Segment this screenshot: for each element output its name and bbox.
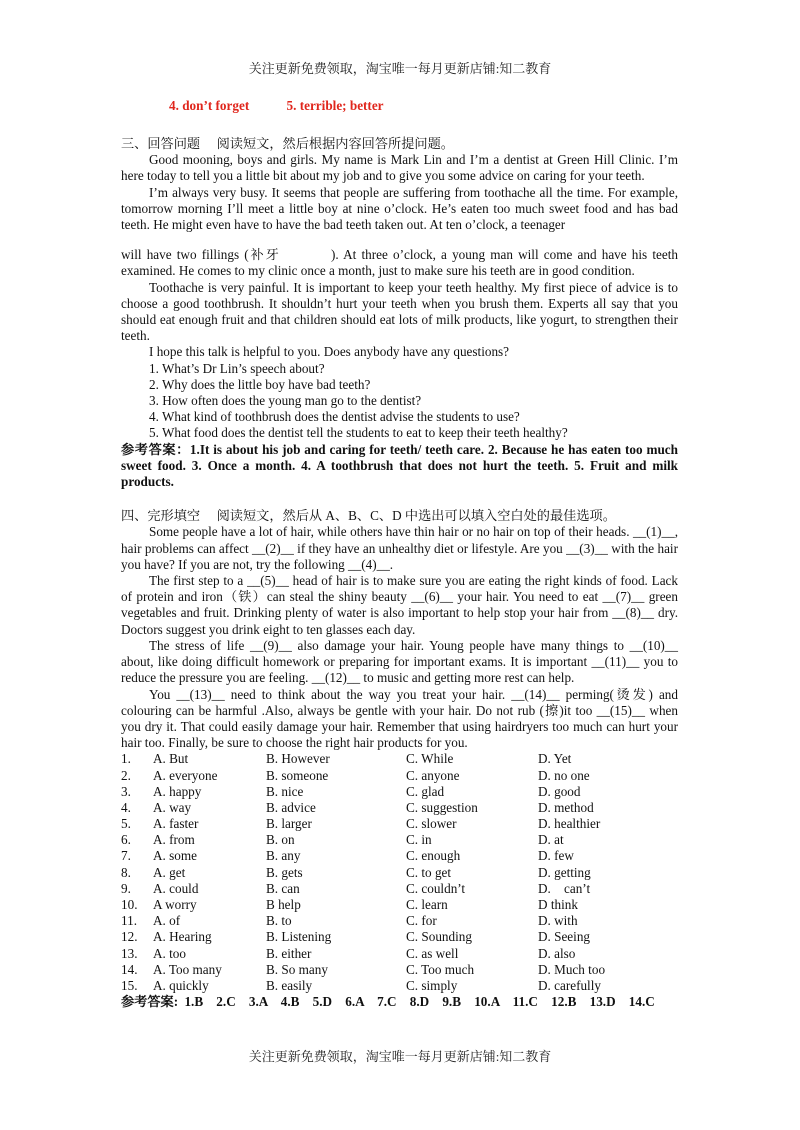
option-d: D. also	[538, 945, 576, 961]
section-4	[121, 508, 678, 1010]
option-row	[121, 784, 678, 800]
document-body	[121, 98, 678, 1010]
option-a: A. of	[153, 913, 181, 929]
option-a: A. too	[153, 945, 186, 961]
option-number: 5.	[121, 816, 131, 832]
option-c: C. glad	[406, 783, 445, 799]
option-c: C. anyone	[406, 767, 460, 783]
option-row	[121, 897, 678, 913]
option-c: C. Too much	[406, 961, 475, 977]
option-number: 3.	[121, 783, 131, 799]
option-c: C. in	[406, 832, 432, 848]
option-c: C. Sounding	[406, 929, 472, 945]
option-row	[121, 800, 678, 816]
option-a: A. way	[153, 799, 192, 815]
previous-answers	[121, 98, 678, 118]
option-c: C. couldn’t	[406, 880, 466, 896]
option-c: C. for	[406, 913, 437, 929]
section-3-paragraph-2b: will have two fillings (补牙 ). At three o’clock, a young man will come and have his teeth examined. He comes to my clinic once a month, just to make sure his teeth are in good condition.	[121, 247, 678, 279]
option-number: 8.	[121, 864, 131, 880]
option-d: D. Much too	[538, 961, 606, 977]
option-b: B. gets	[266, 864, 303, 880]
section-3-paragraph-4: I hope this talk is helpful to you. Does anybody have any questions?	[149, 344, 510, 360]
question-item: 3. How often does the young man go to the dentist?	[149, 393, 422, 409]
section-4-answer: 参考答案: 1.B 2.C 3.A 4.B 5.D 6.A 7.C 8.D 9.B 10.A 11.C 12.B 13.D 14.C	[121, 994, 655, 1010]
section-4-paragraph-3: The stress of life __(9)__ also damage your hair. Young people have many things to __(10)__ about, like doing difficult homework or preparing for important exams. It is important __(11)__ you to reduce the pressure you are feeling. __(12)__ to music and getting more rest can help.	[121, 637, 678, 686]
section-4-title: 四、完形填空 阅读短文，然后从 A、B、C、D 中选出可以填入空白处的最佳选项。	[121, 508, 616, 524]
option-number: 15.	[121, 977, 138, 993]
option-c: C. to get	[406, 864, 452, 880]
option-a: A. happy	[153, 783, 202, 799]
option-b: B. larger	[266, 816, 312, 832]
option-row	[121, 768, 678, 784]
option-b: B. However	[266, 751, 330, 767]
option-b: B. to	[266, 913, 292, 929]
question-item: 5. What food does the dentist tell the students to eat to keep their teeth healthy?	[149, 425, 568, 441]
option-a: A worry	[153, 897, 197, 912]
option-a: A. from	[153, 832, 195, 848]
option-row	[121, 832, 678, 848]
option-d: D. healthier	[538, 816, 601, 832]
option-b: B. on	[266, 832, 295, 848]
section-3-paragraph-1: Good mooning, boys and girls. My name is Mark Lin and I’m a dentist at Green Hill Clinic. I’m here today to tell you a little bit about my job and to give you some advice on caring for your teeth.	[121, 152, 678, 184]
section-3-paragraph-2a: I’m always very busy. It seems that people are suffering from toothache all the time. For example, tomorrow morning I’ll meet a little boy at nine o’clock. He’s eaten too much sweet food and has bad teeth. He might even have to have the bad teeth taken out. At ten o’clock, a teenager	[121, 184, 678, 233]
option-a: A. Hearing	[153, 929, 212, 945]
question-item: 1. What’s Dr Lin’s speech about?	[149, 360, 325, 376]
option-d: D. good	[538, 783, 581, 799]
option-d: D think	[538, 897, 578, 912]
option-d: D. no one	[538, 767, 590, 783]
option-number: 14.	[121, 961, 138, 977]
option-d: D. few	[538, 848, 574, 864]
option-b: B. So many	[266, 961, 328, 977]
option-b: B. either	[266, 945, 312, 961]
option-d: D. Yet	[538, 751, 572, 767]
option-a: A. some	[153, 848, 197, 864]
option-row	[121, 816, 678, 832]
option-d: D. at	[538, 832, 564, 848]
option-b: B. easily	[266, 977, 313, 993]
option-b: B. any	[266, 848, 301, 864]
section-3-answer: 参考答案：1.It is about his job and caring for teeth/ teeth care. 2. Because he has eaten too much sweet food. 3. Once a month. 4. A toothbrush that does not hurt the teeth. 5. Fruit and milk products.	[121, 441, 678, 490]
option-row	[121, 848, 678, 864]
section-3	[121, 136, 678, 490]
option-a: A. could	[153, 880, 199, 896]
option-d: D. carefully	[538, 977, 601, 993]
option-a: A. Too many	[153, 961, 222, 977]
option-number: 2.	[121, 767, 131, 783]
option-row	[121, 913, 678, 929]
option-c: C. suggestion	[406, 799, 478, 815]
option-number: 10.	[121, 897, 138, 912]
option-c: C. enough	[406, 848, 461, 864]
section-3-title: 三、回答问题 阅读短文，然后根据内容回答所提问题。	[121, 136, 454, 151]
option-number: 12.	[121, 929, 138, 945]
option-d: D. getting	[538, 864, 591, 880]
option-b: B. someone	[266, 767, 329, 783]
option-d: D. Seeing	[538, 929, 591, 945]
option-a: A. But	[153, 751, 189, 767]
section-4-paragraph-4: You __(13)__ need to think about the way you treat your hair. __(14)__ perming(烫发) and colouring can be harmful .Also, always be gentle with your hair. Do not rub (擦)it too __(15)__ when you dry it. That could easily damage your hair. Remember that using hairdryers too much can hurt your hair too. Finally, be sure to choose the right hair products for you.	[121, 686, 678, 751]
option-b: B. advice	[266, 799, 316, 815]
option-row	[121, 929, 678, 945]
option-number: 13.	[121, 945, 138, 961]
answer-5: 5. terrible; better	[286, 98, 384, 113]
option-b: B. nice	[266, 783, 304, 799]
answer-4: 4. don’t forget	[169, 98, 250, 113]
option-d: D. method	[538, 799, 594, 815]
options-list	[121, 751, 678, 994]
question-item: 2. Why does the little boy have bad teeth?	[149, 376, 371, 392]
option-d: D. can’t	[538, 880, 591, 896]
option-a: A. everyone	[153, 767, 218, 783]
option-b: B. can	[266, 880, 300, 896]
option-c: C. While	[406, 751, 454, 767]
option-c: C. as well	[406, 945, 459, 961]
option-row	[121, 962, 678, 978]
option-a: A. quickly	[153, 977, 209, 993]
page-footer: 关注更新免费领取，淘宝唯一每月更新店铺:知二教育	[248, 1049, 552, 1064]
option-number: 9.	[121, 880, 131, 896]
option-number: 4.	[121, 799, 131, 815]
option-row	[121, 946, 678, 962]
option-number: 6.	[121, 832, 131, 848]
option-row	[121, 978, 678, 994]
option-row	[121, 865, 678, 881]
option-number: 11.	[121, 913, 137, 929]
option-a: A. get	[153, 864, 186, 880]
option-b: B. Listening	[266, 929, 332, 945]
section-4-paragraph-2: The first step to a __(5)__ head of hair is to make sure you are eating the right kinds of food. Lack of protein and iron（铁）can steal the shiny beauty __(6)__ your hair. You need to eat __(7)__ green vegetables and fruit. Drinking plenty of water is also important to help stop your hair from __(8)__ dry. Doctors suggest you drink eight to ten glasses each day.	[121, 573, 678, 637]
option-c: C. learn	[406, 897, 448, 912]
option-c: C. slower	[406, 816, 457, 832]
option-b: B help	[266, 897, 301, 912]
option-number: 7.	[121, 848, 131, 864]
option-d: D. with	[538, 913, 578, 929]
option-row	[121, 751, 678, 767]
option-row	[121, 881, 678, 897]
option-a: A. faster	[153, 816, 199, 832]
section-3-paragraph-3: Toothache is very painful. It is important to keep your teeth healthy. My first piece of advice is to choose a good toothbrush. It shouldn’t hurt your teeth when you brush them. Experts all say that you should eat enough fruit and that children should eat lots of milk products, like yogurt, to strengthen their teeth.	[121, 279, 678, 344]
option-number: 1.	[121, 751, 131, 767]
page-header: 关注更新免费领取，淘宝唯一每月更新店铺:知二教育	[248, 61, 552, 76]
option-c: C. simply	[406, 977, 458, 993]
question-item: 4. What kind of toothbrush does the dentist advise the students to use?	[149, 409, 520, 425]
section-4-paragraph-1: Some people have a lot of hair, while others have thin hair or no hair on top of their heads. __(1)__, hair problems can affect __(2)__ if they have an unhealthy diet or lifestyle. Are you __(3)__ with the hair you have? If you are not, try the following __(4)__.	[121, 524, 678, 572]
